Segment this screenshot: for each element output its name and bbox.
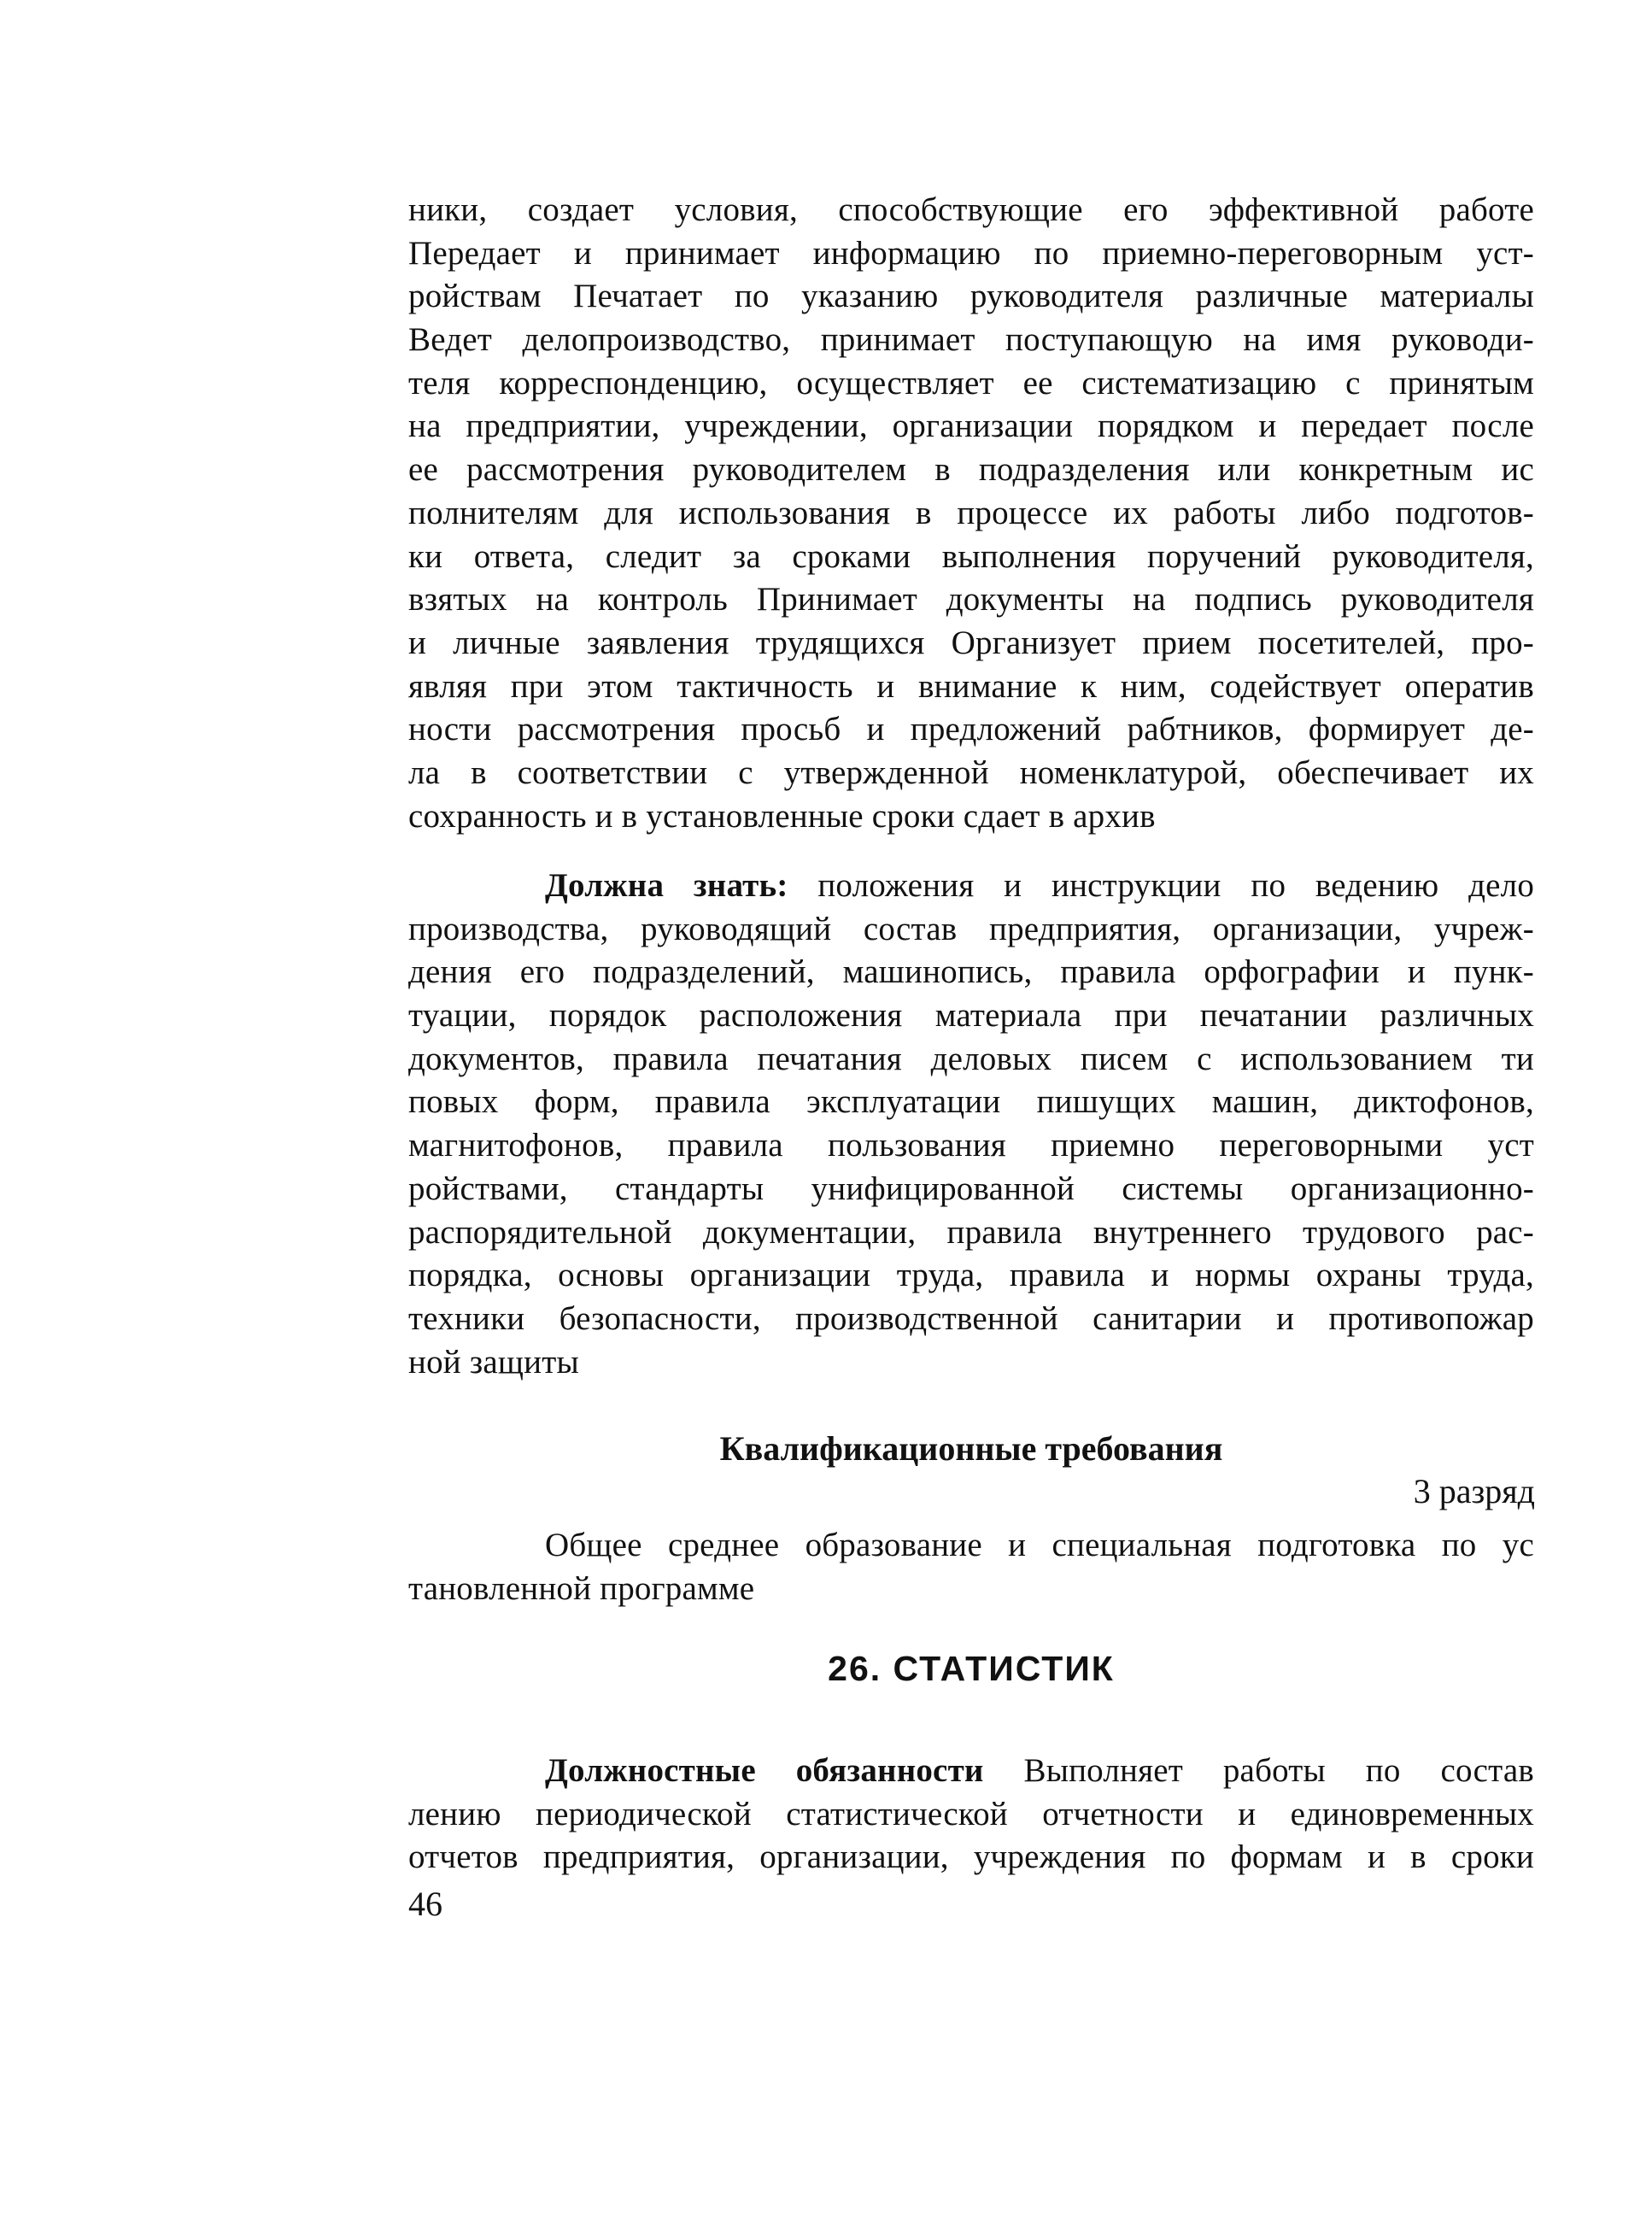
duties-paragraph bbox=[408, 189, 1534, 838]
text-line: ройствами, стандарты унифицированной системы организационно- bbox=[408, 1170, 1534, 1207]
text-line: тановленной программе bbox=[408, 1569, 755, 1607]
text-line: ники, создает условия, способствующие его эффективной работе bbox=[408, 191, 1534, 228]
text-line: Общее среднее образование и специальная подготовка по ус bbox=[545, 1527, 1534, 1563]
text-line: теля корреспонденцию, осуществляет ее систематизацию с принятым bbox=[408, 364, 1534, 402]
text-line bbox=[408, 865, 1534, 908]
text-line: ности рассмотрения просьб и предложений рабтников, формирует де- bbox=[408, 711, 1534, 748]
text-line: ройствам Печатает по указанию руководителя различные материалы bbox=[408, 278, 1534, 315]
text-line: документов, правила печатания деловых писем с использованием ти bbox=[408, 1040, 1534, 1077]
text-line: лению периодической статистической отчетности и единовременных bbox=[408, 1795, 1534, 1832]
text-line: техники безопасности, производственной санитарии и противопожар bbox=[408, 1299, 1534, 1337]
grade-label: 3 разряд bbox=[1413, 1472, 1535, 1510]
text-line: и личные заявления трудящихся Организует прием посетителей, про- bbox=[408, 624, 1534, 661]
text-line: ла в соответствии с утвержденной номенклатурой, обеспечивает их bbox=[408, 754, 1534, 791]
text-line: отчетов предприятия, организации, учреждения по формам и в сроки bbox=[408, 1838, 1534, 1876]
must-know-paragraph bbox=[408, 865, 1534, 1384]
text-line: магнитофонов, правила пользования приемно переговорными уст bbox=[408, 1127, 1534, 1164]
text-line: Ведет делопроизводство, принимает поступающую на имя руководи- bbox=[408, 321, 1534, 359]
statistician-duties-paragraph bbox=[408, 1750, 1534, 1879]
text-line: Передает и принимает информацию по приемно-переговорным уст- bbox=[408, 234, 1534, 272]
text-line bbox=[408, 1750, 1534, 1793]
section-heading: 26. СТАТИСТИК bbox=[828, 1649, 1115, 1688]
qualification-heading: Квалификационные требования bbox=[719, 1429, 1223, 1468]
text-line: являя при этом тактичность и внимание к ним, содействует оператив bbox=[408, 667, 1534, 705]
must-know-first-line: положения и инструкции по ведению дело bbox=[817, 867, 1535, 904]
text-line: взятых на контроль Принимает документы на подпись руководителя bbox=[408, 581, 1534, 619]
text-line: ее рассмотрения руководителем в подразделения или конкретным ис bbox=[408, 451, 1534, 489]
text-line: дения его подразделений, машинопись, правила орфографии и пунк- bbox=[408, 953, 1534, 991]
duties-label: Должностные обязанности bbox=[545, 1752, 984, 1789]
page-number: 46 bbox=[408, 1885, 442, 1923]
text-line: производства, руководящий состав предприятия, организации, учреж- bbox=[408, 910, 1534, 947]
duties-first-line: Выполняет работы по состав bbox=[1023, 1752, 1534, 1789]
text-line: распорядительной документации, правила внутреннего трудового рас- bbox=[408, 1213, 1534, 1251]
text-line: повых форм, правила эксплуатации пишущих машин, диктофонов, bbox=[408, 1083, 1534, 1121]
text-line: полнителям для использования в процессе их работы либо подготов- bbox=[408, 494, 1534, 531]
text-line: ки ответа, следит за сроками выполнения поручений руководителя, bbox=[408, 537, 1534, 575]
text-line: на предприятии, учреждении, организации порядком и передает после bbox=[408, 408, 1534, 445]
text-line: ной защиты bbox=[408, 1343, 579, 1381]
qualification-paragraph bbox=[408, 1524, 1534, 1610]
text-line: туации, порядок расположения материала при печатании различных bbox=[408, 997, 1534, 1035]
text-line: сохранность и в установленные сроки сдает в архив bbox=[408, 797, 1156, 835]
must-know-label: Должна знать: bbox=[545, 867, 788, 904]
text-line: порядка, основы организации труда, правила и нормы охраны труда, bbox=[408, 1257, 1534, 1294]
